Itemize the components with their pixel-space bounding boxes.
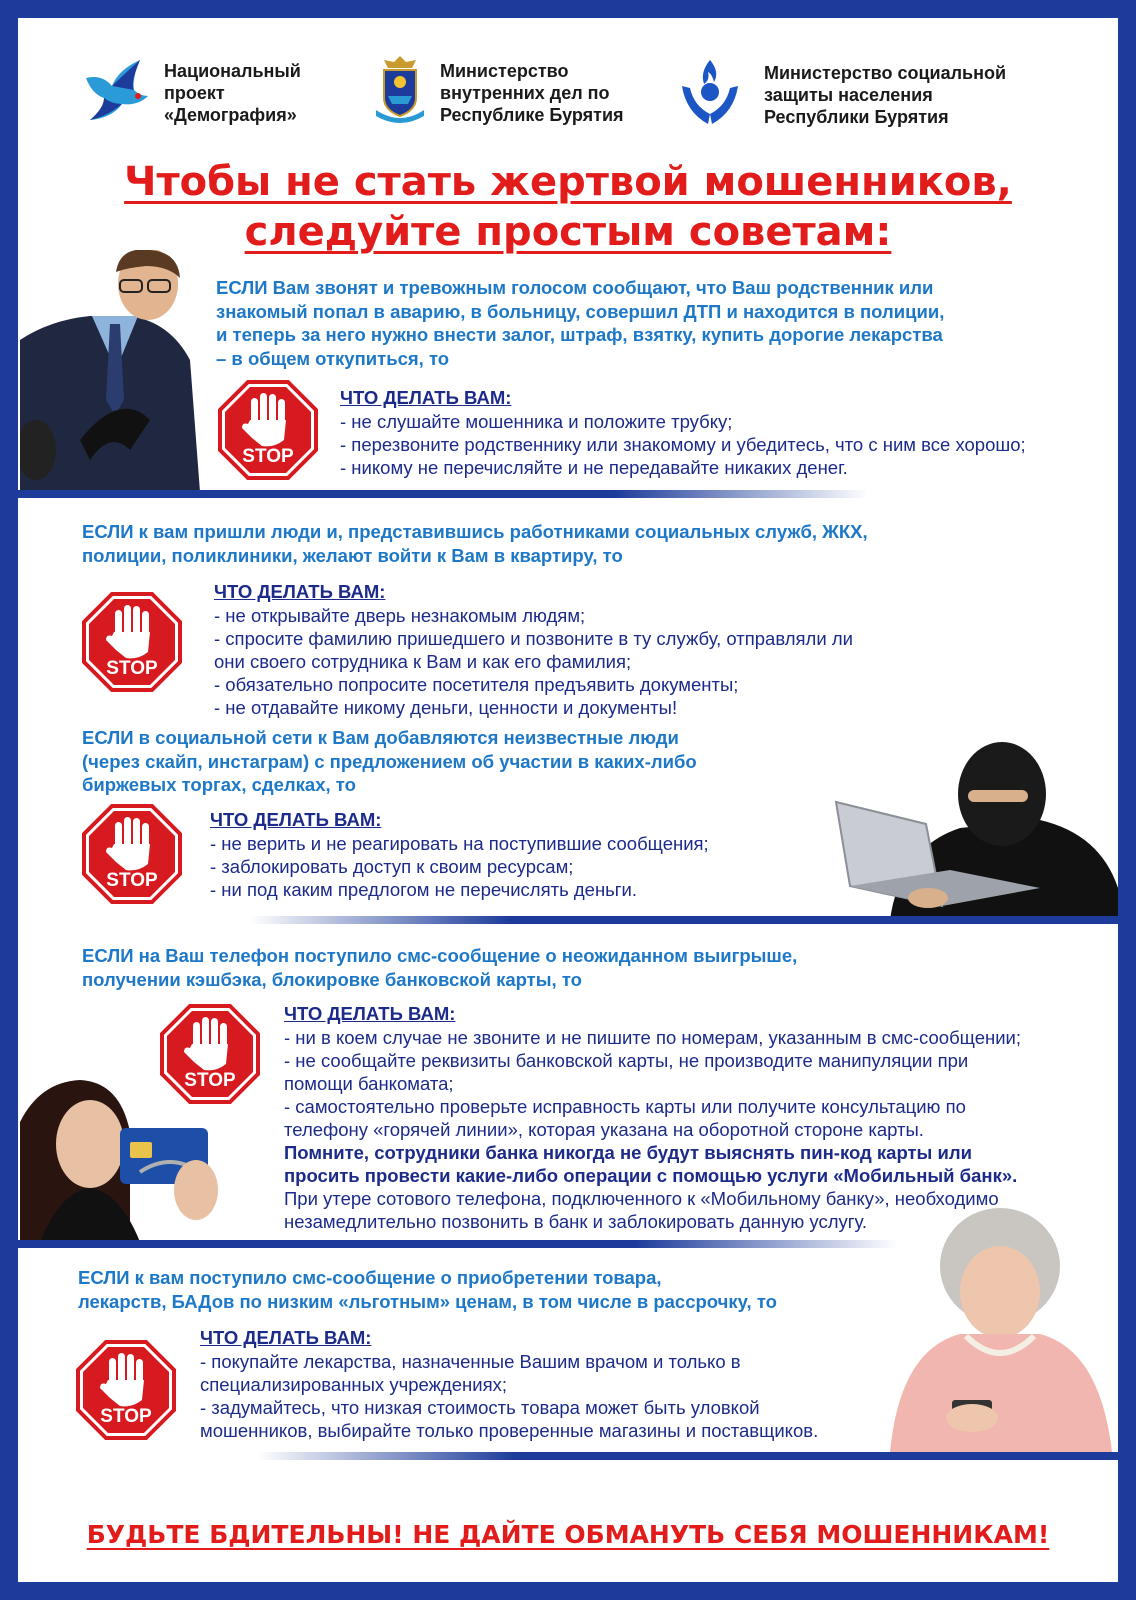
todo-item: - не слушайте мошенника и положите трубку; xyxy=(340,411,733,432)
section-2-intro xyxy=(82,520,868,567)
stop-label: STOP xyxy=(106,870,158,891)
woman-with-card-photo xyxy=(20,1062,220,1242)
intro-line: лекарств, БАДов по низким «льготным» ценам, в том числе в рассрочку, то xyxy=(78,1290,777,1312)
todo-heading: ЧТО ДЕЛАТЬ ВАМ: xyxy=(284,1003,456,1024)
section-4-todo xyxy=(284,1002,1021,1233)
todo-item: - не открывайте дверь незнакомым людям; xyxy=(214,605,586,626)
intro-line: и теперь за него нужно внести залог, штраф, взятку, купить дорогие лекарства xyxy=(216,324,943,345)
todo-heading: ЧТО ДЕЛАТЬ ВАМ: xyxy=(214,581,386,602)
demography-logo xyxy=(82,56,154,122)
intro-line: – в общем откупиться, то xyxy=(216,347,450,369)
todo-item: специализированных учреждениях; xyxy=(200,1374,508,1395)
hands-flame-icon xyxy=(680,58,740,128)
section-2-todo xyxy=(214,580,853,719)
footer-warning: БУДЬТЕ БДИТЕЛЬНЫ! НЕ ДАЙТЕ ОБМАНУТЬ СЕБЯ МОШЕННИКАМ! xyxy=(86,1520,1050,1549)
intro-line: знакомый попал в аварию, в больницу, совершил ДТП и находится в полиции, xyxy=(216,300,945,322)
stop-label: STOP xyxy=(106,658,158,679)
section-4-intro xyxy=(82,944,797,991)
businessman-photo xyxy=(20,250,200,492)
todo-item: они своего сотрудника к Вам и как его фамилия; xyxy=(214,651,632,672)
section-1-intro xyxy=(216,276,944,370)
poster-title-line-1: Чтобы не стать жертвой мошенников, xyxy=(124,159,1012,205)
stop-hand-icon xyxy=(82,804,182,904)
bank-warning-line: Помните, сотрудники банка никогда не будут выяснять пин-код карты или xyxy=(284,1142,972,1163)
todo-item: - ни под каким предлогом не перечислять деньги. xyxy=(210,879,638,900)
phone-loss-note-line: незамедлительно позвонить в банк и заблокировать данную услугу. xyxy=(284,1211,868,1232)
stop-sign xyxy=(76,1340,176,1440)
todo-item: - не сообщайте реквизиты банковской карты, не производите манипуляции при xyxy=(284,1050,969,1071)
bank-warning-line: просить провести какие-либо операции с помощью услуги «Мобильный банк». xyxy=(284,1165,1018,1186)
todo-item: телефону «горячей линии», которая указана на оборотной стороне карты. xyxy=(284,1119,924,1140)
todo-item: - покупайте лекарства, назначенные Вашим врачом и только в xyxy=(200,1351,741,1372)
poster-title-line-2: следуйте простым советам: xyxy=(244,209,892,255)
stop-sign xyxy=(218,380,318,480)
section-5-intro xyxy=(78,1266,777,1313)
section-3-todo xyxy=(210,808,709,901)
intro-line: ЕСЛИ к вам поступило смс-сообщение о приобретении товара, xyxy=(78,1267,662,1288)
todo-item: - заблокировать доступ к своим ресурсам; xyxy=(210,856,574,877)
stop-hand-icon xyxy=(82,592,182,692)
todo-item: - ни в коем случае не звоните и не пишите по номерам, указанным в смс-сообщении; xyxy=(284,1027,1022,1048)
intro-line: полиции, поликлиники, желают войти к Вам в квартиру, то xyxy=(82,544,623,566)
todo-item: - самостоятельно проверьте исправность карты или получите консультацию по xyxy=(284,1096,966,1117)
dove-icon xyxy=(82,56,154,122)
intro-line: получении кэшбэка, блокировке банковской карты, то xyxy=(82,968,582,990)
section-divider xyxy=(18,490,868,498)
todo-item: - задумайтесь, что низкая стоимость товара может быть уловкой xyxy=(200,1397,760,1418)
section-divider xyxy=(250,916,1118,924)
stop-label: STOP xyxy=(242,446,294,467)
stop-label: STOP xyxy=(184,1070,236,1091)
todo-heading: ЧТО ДЕЛАТЬ ВАМ: xyxy=(210,809,382,830)
todo-item: - не отдавайте никому деньги, ценности и документы! xyxy=(214,697,678,718)
stop-hand-icon xyxy=(218,380,318,480)
intro-line: ЕСЛИ на Ваш телефон поступило смс-сообщение о неожиданном выигрыше, xyxy=(82,945,798,966)
todo-item: - спросите фамилию пришедшего и позвоните в ту службу, отправляли ли xyxy=(214,628,853,649)
mvd-logo-text: Министерство внутренних дел по Республике Бурятия xyxy=(440,61,624,125)
section-5-todo xyxy=(200,1326,818,1442)
stop-label: STOP xyxy=(100,1406,152,1427)
social-logo xyxy=(680,58,740,128)
elderly-woman-photo xyxy=(880,1200,1118,1452)
todo-heading: ЧТО ДЕЛАТЬ ВАМ: xyxy=(200,1327,372,1348)
section-3-intro xyxy=(82,726,697,797)
section-divider xyxy=(258,1452,1118,1460)
todo-heading: ЧТО ДЕЛАТЬ ВАМ: xyxy=(340,387,512,408)
section-divider xyxy=(18,1240,898,1248)
intro-line: ЕСЛИ Вам звонят и тревожным голосом сообщают, что Ваш родственник или xyxy=(216,277,934,298)
todo-item: - никому не перечисляйте и не передавайте никаких денег. xyxy=(340,457,848,478)
intro-line: ЕСЛИ к вам пришли люди и, представившись работниками социальных служб, ЖКХ, xyxy=(82,521,868,542)
demography-logo-text: Национальный проект «Демография» xyxy=(164,61,301,125)
phone-loss-note-line: При утере сотового телефона, подключенного к «Мобильному банку», необходимо xyxy=(284,1188,999,1209)
intro-line: (через скайп, инстаграм) с предложением об участии в каких-либо xyxy=(82,750,697,772)
coat-of-arms-icon xyxy=(372,52,428,124)
todo-item: мошенников, выбирайте только проверенные магазины и поставщиков. xyxy=(200,1420,819,1441)
stop-sign xyxy=(82,804,182,904)
intro-line: биржевых торгах, сделках, то xyxy=(82,774,356,795)
todo-item: - не верить и не реагировать на поступившие сообщения; xyxy=(210,833,709,854)
stop-hand-icon xyxy=(76,1340,176,1440)
stop-sign xyxy=(82,592,182,692)
intro-line: ЕСЛИ в социальной сети к Вам добавляются неизвестные люди xyxy=(82,727,679,748)
mvd-emblem xyxy=(372,52,428,124)
section-1-todo xyxy=(340,386,1026,479)
todo-item: помощи банкомата; xyxy=(284,1073,454,1094)
todo-item: - обязательно попросите посетителя предъявить документы; xyxy=(214,674,739,695)
todo-item: - перезвоните родственнику или знакомому и убедитесь, что с ним все хорошо; xyxy=(340,434,1026,455)
hacker-photo xyxy=(830,738,1118,920)
social-logo-text: Министерство социальной защиты населения Республики Бурятия xyxy=(764,63,1007,127)
